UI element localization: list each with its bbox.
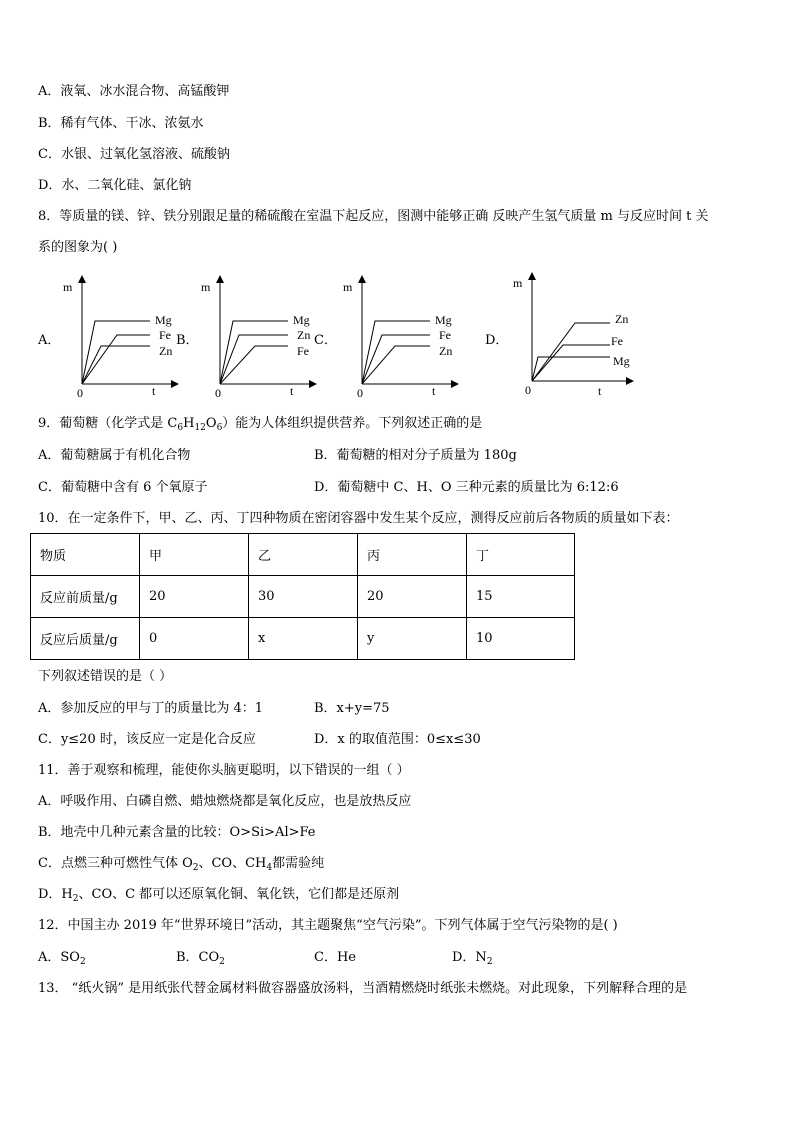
q8-graph-c [335,273,465,403]
y-axis-label: m [343,280,353,294]
q8-option-b-label: B． [176,333,199,348]
x-axis-label: t [432,384,436,398]
q9-stem-pre: 9．葡萄糖（化学式是 C [38,416,178,431]
q7-option-c: C．水银、过氧化氢溶液、硫酸钠 [38,147,230,162]
y-axis-label: m [513,276,523,290]
q8-graph-b [193,273,323,403]
q8-option-a-label: A． [38,333,61,348]
line-label-fe: Fe [439,328,451,342]
q8-option-d-label: D． [485,333,509,348]
x-axis-label: t [290,384,294,398]
table-header-cell: 物质 [31,534,140,576]
table-cell: y [358,618,467,660]
origin-label: 0 [215,386,221,400]
q9-option-b: B．葡萄糖的相对分子质量为 180g [314,448,517,463]
q12-d-sub: 2 [486,957,493,967]
q11-c-sub2: 4 [266,863,273,873]
q12-option-c: C．He [314,950,356,965]
table-header-cell: 丙 [358,534,467,576]
table-cell: 反应后质量/g [31,618,140,660]
curve-mg [532,357,610,381]
table-cell: 15 [467,576,575,618]
x-axis-label: t [152,384,156,398]
q9-sub-c: 6 [177,423,184,433]
curve-mg [220,321,288,384]
line-label-fe: Fe [297,344,309,358]
q11-d-post: 、CO、C 都可以还原氧化铜、氧化铁，它们都是还原剂 [78,887,400,902]
curve-zn [362,346,430,384]
q12-d-pre: D．N [452,950,487,965]
line-label-fe: Fe [611,334,623,348]
table-cell: 20 [358,576,467,618]
line-label-fe: Fe [159,328,171,342]
q13-stem: 13． “纸火锅” 是用纸张代替金属材料做容器盛放汤料，当酒精燃烧时纸张未燃烧。对此现象，下列解释合理的是 [38,981,688,996]
q8-stem-line1: 8．等质量的镁、锌、铁分别跟足量的稀硫酸在室温下起反应，图测中能够正确 反映产生氢气质量 m 与反应时间 t 关 [38,209,709,224]
q9-stem [38,416,482,432]
y-axis-label: m [201,280,211,294]
q11-d-sub: 2 [72,894,79,904]
q11-option-a: A．呼吸作用、白磷自燃、蜡烛燃烧都是氧化反应，也是放热反应 [38,794,412,809]
q7-option-a: A．液氧、冰水混合物、高锰酸钾 [38,84,230,99]
table-cell: 30 [249,576,358,618]
q12-a-sub: 2 [79,957,86,967]
q10-question: 下列叙述错误的是（ ） [38,669,173,684]
table-header-cell: 乙 [249,534,358,576]
q11-d-pre: D．H [38,887,73,902]
curve-fe [220,346,288,384]
q11-option-b: B．地壳中几种元素含量的比较：O>Si>Al>Fe [38,825,316,840]
table-cell: 10 [467,618,575,660]
line-label-zn: Zn [439,344,453,358]
table-cell: x [249,618,358,660]
line-label-mg: Mg [155,313,172,327]
q7-option-b: B．稀有气体、干冰、浓氨水 [38,116,204,131]
q8-stem-line2: 系的图象为( ) [38,240,118,255]
curve-mg [362,321,430,384]
q11-c-post: 都需验纯 [272,856,325,871]
x-axis-label: t [598,384,602,398]
table-cell: 20 [140,576,249,618]
q10-option-c: C．y≤20 时，该反应一定是化合反应 [38,732,256,747]
table-header-cell: 甲 [140,534,249,576]
curve-mg [82,321,150,384]
q10-table [30,533,575,660]
q8-graph-a [55,273,185,403]
curve-fe [362,335,430,384]
q12-option-b [176,950,225,966]
q11-c-sub1: 2 [192,863,199,873]
q9-stem-h: H [183,416,195,431]
q8-option-c-label: C． [314,333,337,348]
table-header-cell: 丁 [467,534,575,576]
origin-label: 0 [525,383,531,397]
q9-sub-o: 6 [216,423,223,433]
q10-option-b: B．x+y=75 [314,701,390,716]
q9-option-c: C．葡萄糖中含有 6 个氧原子 [38,480,208,495]
q9-option-d: D．葡萄糖中 C、H、O 三种元素的质量比为 6:12:6 [314,480,619,495]
q12-option-a [38,950,86,966]
q12-b-pre: B．CO [176,950,220,965]
q10-option-d: D．x 的取值范围：0≤x≤30 [314,732,481,747]
q11-stem: 11．善于观察和梳理，能使你头脑更聪明，以下错误的一组（ ） [38,763,410,778]
q9-option-a: A．葡萄糖属于有机化合物 [38,448,191,463]
line-label-zn: Zn [615,312,629,326]
table-cell: 反应前质量/g [31,576,140,618]
table-row [31,618,575,660]
q9-sub-h: 12 [194,423,206,433]
q12-option-d [452,950,493,966]
table-header-row [31,534,575,576]
curve-fe [82,335,150,384]
q9-stem-o: O [205,416,217,431]
line-label-mg: Mg [293,313,310,327]
q8-graph-d [505,270,645,405]
y-axis-label: m [63,280,73,294]
q11-option-c [38,856,324,872]
q7-option-d: D．水、二氧化硅、氯化钠 [38,178,192,193]
origin-label: 0 [357,386,363,400]
curve-zn [532,323,610,381]
q10-stem: 10．在一定条件下，甲、乙、丙、丁四种物质在密闭容器中发生某个反应，测得反应前后各物质的质量如下表： [38,511,679,526]
origin-label: 0 [77,386,83,400]
q11-option-d [38,887,399,903]
curve-zn [220,335,288,384]
q10-option-a: A．参加反应的甲与丁的质量比为 4：1 [38,701,264,716]
curve-fe [532,345,610,381]
q12-a-pre: A．SO [38,950,80,965]
table-cell: 0 [140,618,249,660]
table-row [31,576,575,618]
line-label-mg: Mg [613,354,630,368]
q12-b-sub: 2 [219,957,225,967]
line-label-zn: Zn [297,328,311,342]
line-label-mg: Mg [435,313,452,327]
q11-c-mid: 、CO、CH [198,856,267,871]
q12-stem: 12．中国主办 2019 年“世界环境日”活动，其主题聚焦“空气污染”。下列气体属于空气污染物的是( ) [38,918,618,933]
q9-stem-post: ）能为人体组织提供营养。下列叙述正确的是 [222,416,483,431]
curve-zn [82,346,150,384]
line-label-zn: Zn [159,344,173,358]
q11-c-pre: C．点燃三种可燃性气体 O [38,856,193,871]
